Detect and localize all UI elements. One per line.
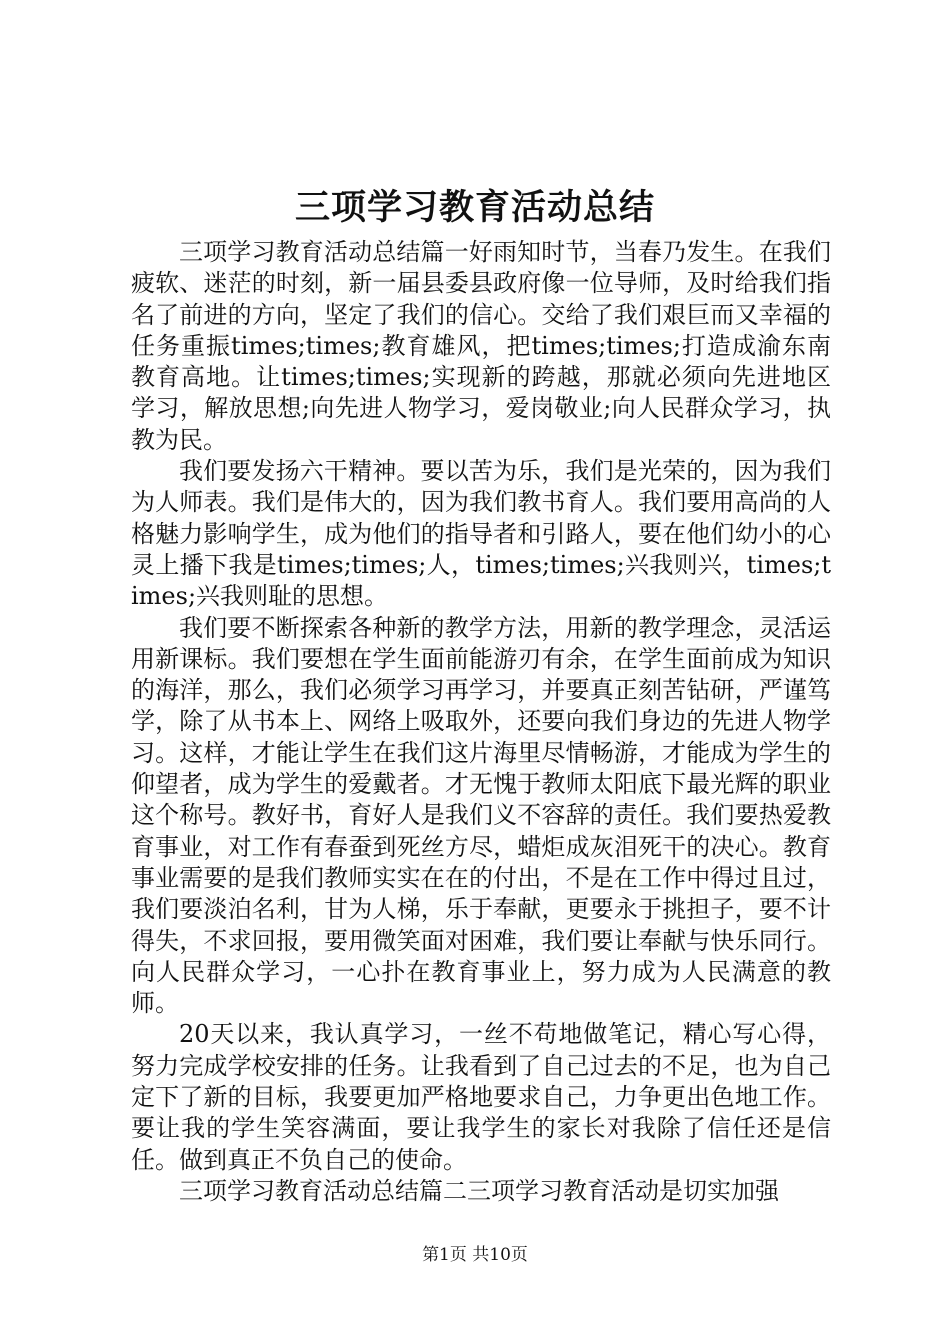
document-title: 三项学习教育活动总结 (294, 187, 655, 228)
paragraph-5: 三项学习教育活动总结篇二三项学习教育活动是切实加强 (179, 1176, 779, 1205)
page-number-footer: 第1页 共10页 (422, 1245, 528, 1265)
paragraph-2: 我们要发扬六干精神。要以苦为乐，我们是光荣的，因为我们为人师表。我们是伟大的，因为我们教书育人。我们要用高尚的人格魅力影响学生，成为他们的指导者和引路人，要在他们幼小的心灵上播下我是times;times;人，times;times;兴我则兴，times;times;兴我则耻的思想。 (131, 457, 831, 611)
document-body (131, 237, 831, 1207)
paragraph-3: 我们要不断探索各种新的教学方法，用新的教学理念，灵活运用新课标。我们要想在学生面前能游刃有余，在学生面前成为知识的海洋，那么，我们必须学习再学习，并要真正刻苦钻研，严谨笃学，除了从书本上、网络上吸取外，还要向我们身边的先进人物学习。这样，才能让学生在我们这片海里尽情畅游，才能成为学生的仰望者，成为学生的爱戴者。才无愧于教师太阳底下最光辉的职业这个称号。教好书，育好人是我们义不容辞的责任。我们要热爱教育事业，对工作有春蚕到死丝方尽，蜡炬成灰泪死干的决心。教育事业需要的是我们教师实实在在的付出，不是在工作中得过且过，我们要淡泊名利，甘为人梯，乐于奉献，更要永于挑担子，要不计得失，不求回报，要用微笑面对困难，我们要让奉献与快乐同行。向人民群众学习，一心扑在教育事业上，努力成为人民满意的教师。 (131, 613, 831, 1018)
paragraph-1: 三项学习教育活动总结篇一好雨知时节，当春乃发生。在我们疲软、迷茫的时刻，新一届县委县政府像一位导师，及时给我们指名了前进的方向，坚定了我们的信心。交给了我们艰巨而又幸福的任务重振times;times;教育雄风，把times;times;打造成渝东南教育高地。让times;times;实现新的跨越，那就必须向先进地区学习，解放思想;向先进人物学习，爱岗敬业;向人民群众学习，执教为民。 (131, 238, 831, 454)
paragraph-4: 20天以来，我认真学习，一丝不苟地做笔记，精心写心得，努力完成学校安排的任务。让我看到了自己过去的不足，也为自己定下了新的目标，我要更加严格地要求自己，力争更出色地工作。要让我的学生笑容满面，要让我学生的家长对我除了信任还是信任。做到真正不负自己的使命。 (131, 1020, 831, 1174)
